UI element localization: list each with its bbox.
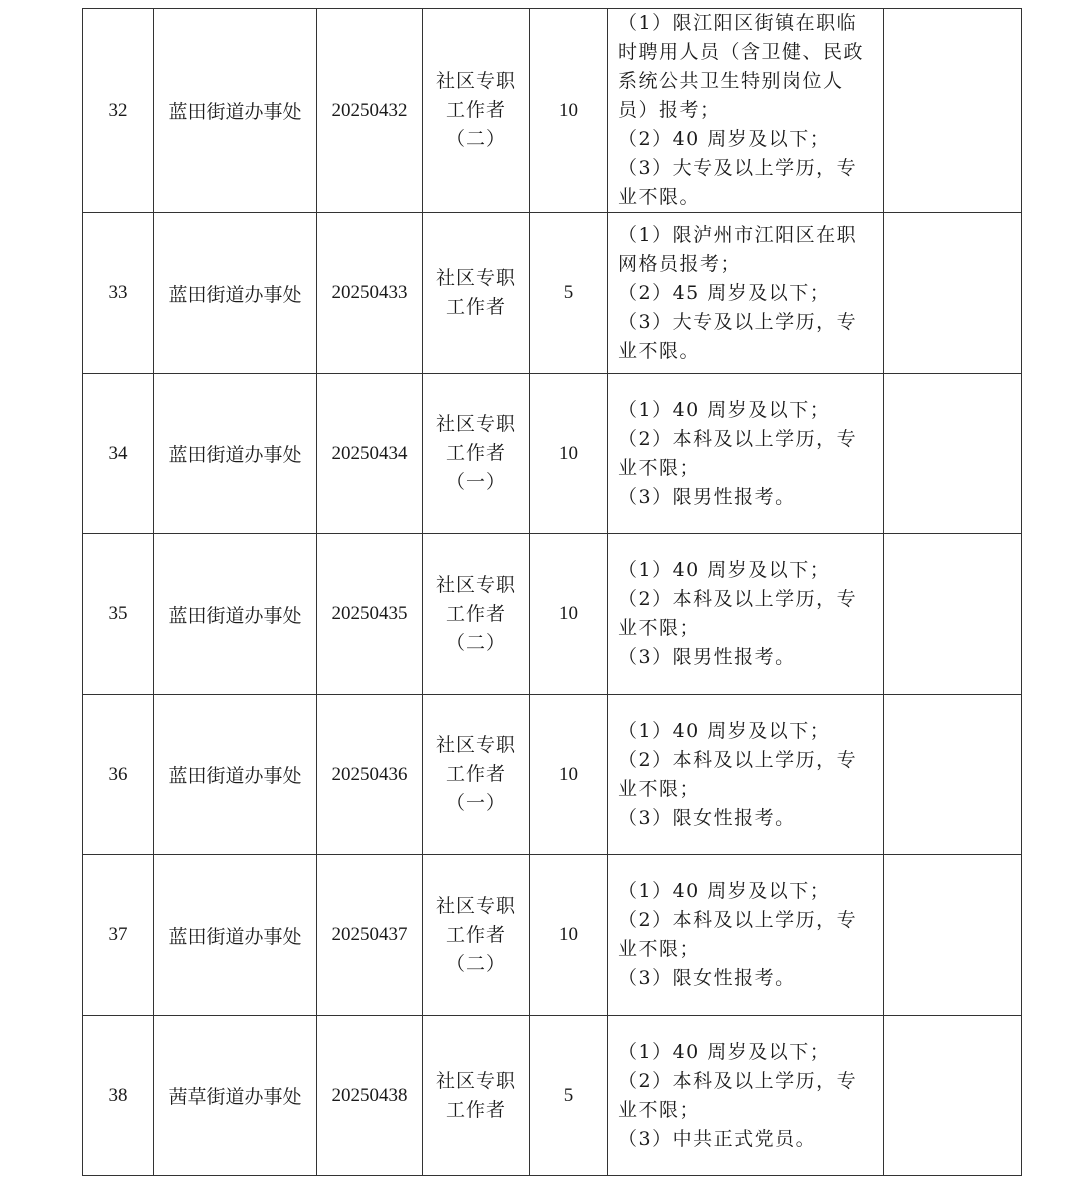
post-line: （一） [445,471,506,493]
cell-note [884,855,1022,1016]
cell-post [423,855,530,1016]
post-line: 社区专职 [435,267,516,289]
table-row [83,1016,1022,1176]
cell-count: 5 [530,213,608,374]
cell-code: 20250438 [317,1016,423,1176]
post-line: 社区专职 [435,70,516,92]
cell-count: 10 [530,9,608,213]
post-line: 工作者 [445,1098,506,1121]
condition-line: （3）限女性报考。 [618,806,796,829]
condition-line: （3）限女性报考。 [618,967,796,989]
cell-note [884,374,1022,534]
cell-count: 10 [530,534,608,695]
condition-line: 网格员报考； [618,252,742,275]
cell-code: 20250434 [317,374,423,534]
post-line: （二） [445,952,506,975]
condition-line: 时聘用人员（含卫健、民政 [618,41,865,63]
post-line: 工作者 [445,763,506,785]
cell-seq: 34 [83,374,154,534]
post-line: 工作者 [445,296,506,318]
cell-unit: 蓝田街道办事处 [154,9,317,213]
post-line: 工作者 [445,602,506,625]
condition-line: （1）40 周岁及以下； [618,719,831,742]
cell-seq: 38 [83,1016,154,1176]
cell-seq: 32 [83,9,154,213]
table-row [83,534,1022,695]
condition-line: （1）40 周岁及以下； [618,880,831,902]
condition-line: （1）40 周岁及以下； [618,1040,831,1063]
post-line: 工作者 [445,442,506,464]
table-row [83,695,1022,855]
cell-note [884,213,1022,374]
post-line: （二） [445,128,506,150]
condition-line: （1）40 周岁及以下； [618,559,831,581]
cell-unit: 蓝田街道办事处 [154,855,317,1016]
cell-count: 5 [530,1016,608,1176]
table-row [83,213,1022,374]
cell-note [884,9,1022,213]
condition-line: 业不限； [618,456,701,479]
cell-conditions [608,1016,884,1176]
condition-line: （2）本科及以上学历，专 [618,748,858,771]
condition-line: （1）40 周岁及以下； [618,398,831,421]
recruitment-table [82,8,1022,1176]
condition-line: （1）限江阳区街镇在职临 [618,12,858,34]
table-row [83,9,1022,213]
table-body [83,9,1022,1176]
condition-line: （3）限男性报考。 [618,485,796,508]
cell-conditions [608,695,884,855]
cell-seq: 37 [83,855,154,1016]
condition-line: （2）本科及以上学历，专 [618,909,858,931]
condition-line: 业不限； [618,777,701,800]
post-line: 社区专职 [435,894,516,917]
condition-line: （2）本科及以上学历，专 [618,588,858,610]
cell-post [423,695,530,855]
cell-post [423,374,530,534]
post-line: 工作者 [445,923,506,946]
condition-line: （2）本科及以上学历，专 [618,427,858,450]
cell-post [423,534,530,695]
post-line: 社区专职 [435,734,516,756]
condition-line: （3）大专及以上学历，专 [618,310,858,333]
cell-seq: 33 [83,213,154,374]
cell-note [884,1016,1022,1176]
post-line: （一） [445,792,506,814]
condition-line: 员）报考； [618,99,721,121]
condition-line: （3）大专及以上学历，专 [618,157,858,179]
cell-code: 20250436 [317,695,423,855]
cell-conditions [608,855,884,1016]
cell-conditions [608,534,884,695]
condition-line: （2）40 周岁及以下； [618,128,831,150]
condition-line: 业不限； [618,617,701,639]
post-line: 社区专职 [435,1069,516,1092]
condition-line: （3）中共正式党员。 [618,1127,817,1150]
cell-conditions [608,374,884,534]
cell-count: 10 [530,695,608,855]
cell-post [423,213,530,374]
cell-post [423,9,530,213]
cell-unit: 茜草街道办事处 [154,1016,317,1176]
condition-line: 业不限； [618,1098,701,1121]
condition-line: 系统公共卫生特别岗位人 [618,70,844,92]
cell-unit: 蓝田街道办事处 [154,534,317,695]
condition-line: （2）本科及以上学历，专 [618,1069,858,1092]
cell-code: 20250432 [317,9,423,213]
cell-note [884,695,1022,855]
cell-unit: 蓝田街道办事处 [154,695,317,855]
cell-count: 10 [530,374,608,534]
cell-post [423,1016,530,1176]
cell-unit: 蓝田街道办事处 [154,374,317,534]
cell-code: 20250433 [317,213,423,374]
cell-unit: 蓝田街道办事处 [154,213,317,374]
cell-conditions [608,9,884,213]
cell-count: 10 [530,855,608,1016]
cell-seq: 36 [83,695,154,855]
cell-conditions [608,213,884,374]
post-line: 社区专职 [435,413,516,435]
post-line: 社区专职 [435,573,516,596]
cell-seq: 35 [83,534,154,695]
condition-line: （2）45 周岁及以下； [618,281,831,304]
table-row [83,855,1022,1016]
cell-code: 20250435 [317,534,423,695]
table-row [83,374,1022,534]
condition-line: 业不限。 [618,186,701,208]
condition-line: （3）限男性报考。 [618,646,796,668]
cell-code: 20250437 [317,855,423,1016]
post-line: 工作者 [445,99,506,121]
condition-line: 业不限； [618,938,701,960]
condition-line: （1）限泸州市江阳区在职 [618,223,858,246]
condition-line: 业不限。 [618,339,701,362]
post-line: （二） [445,631,506,654]
cell-note [884,534,1022,695]
